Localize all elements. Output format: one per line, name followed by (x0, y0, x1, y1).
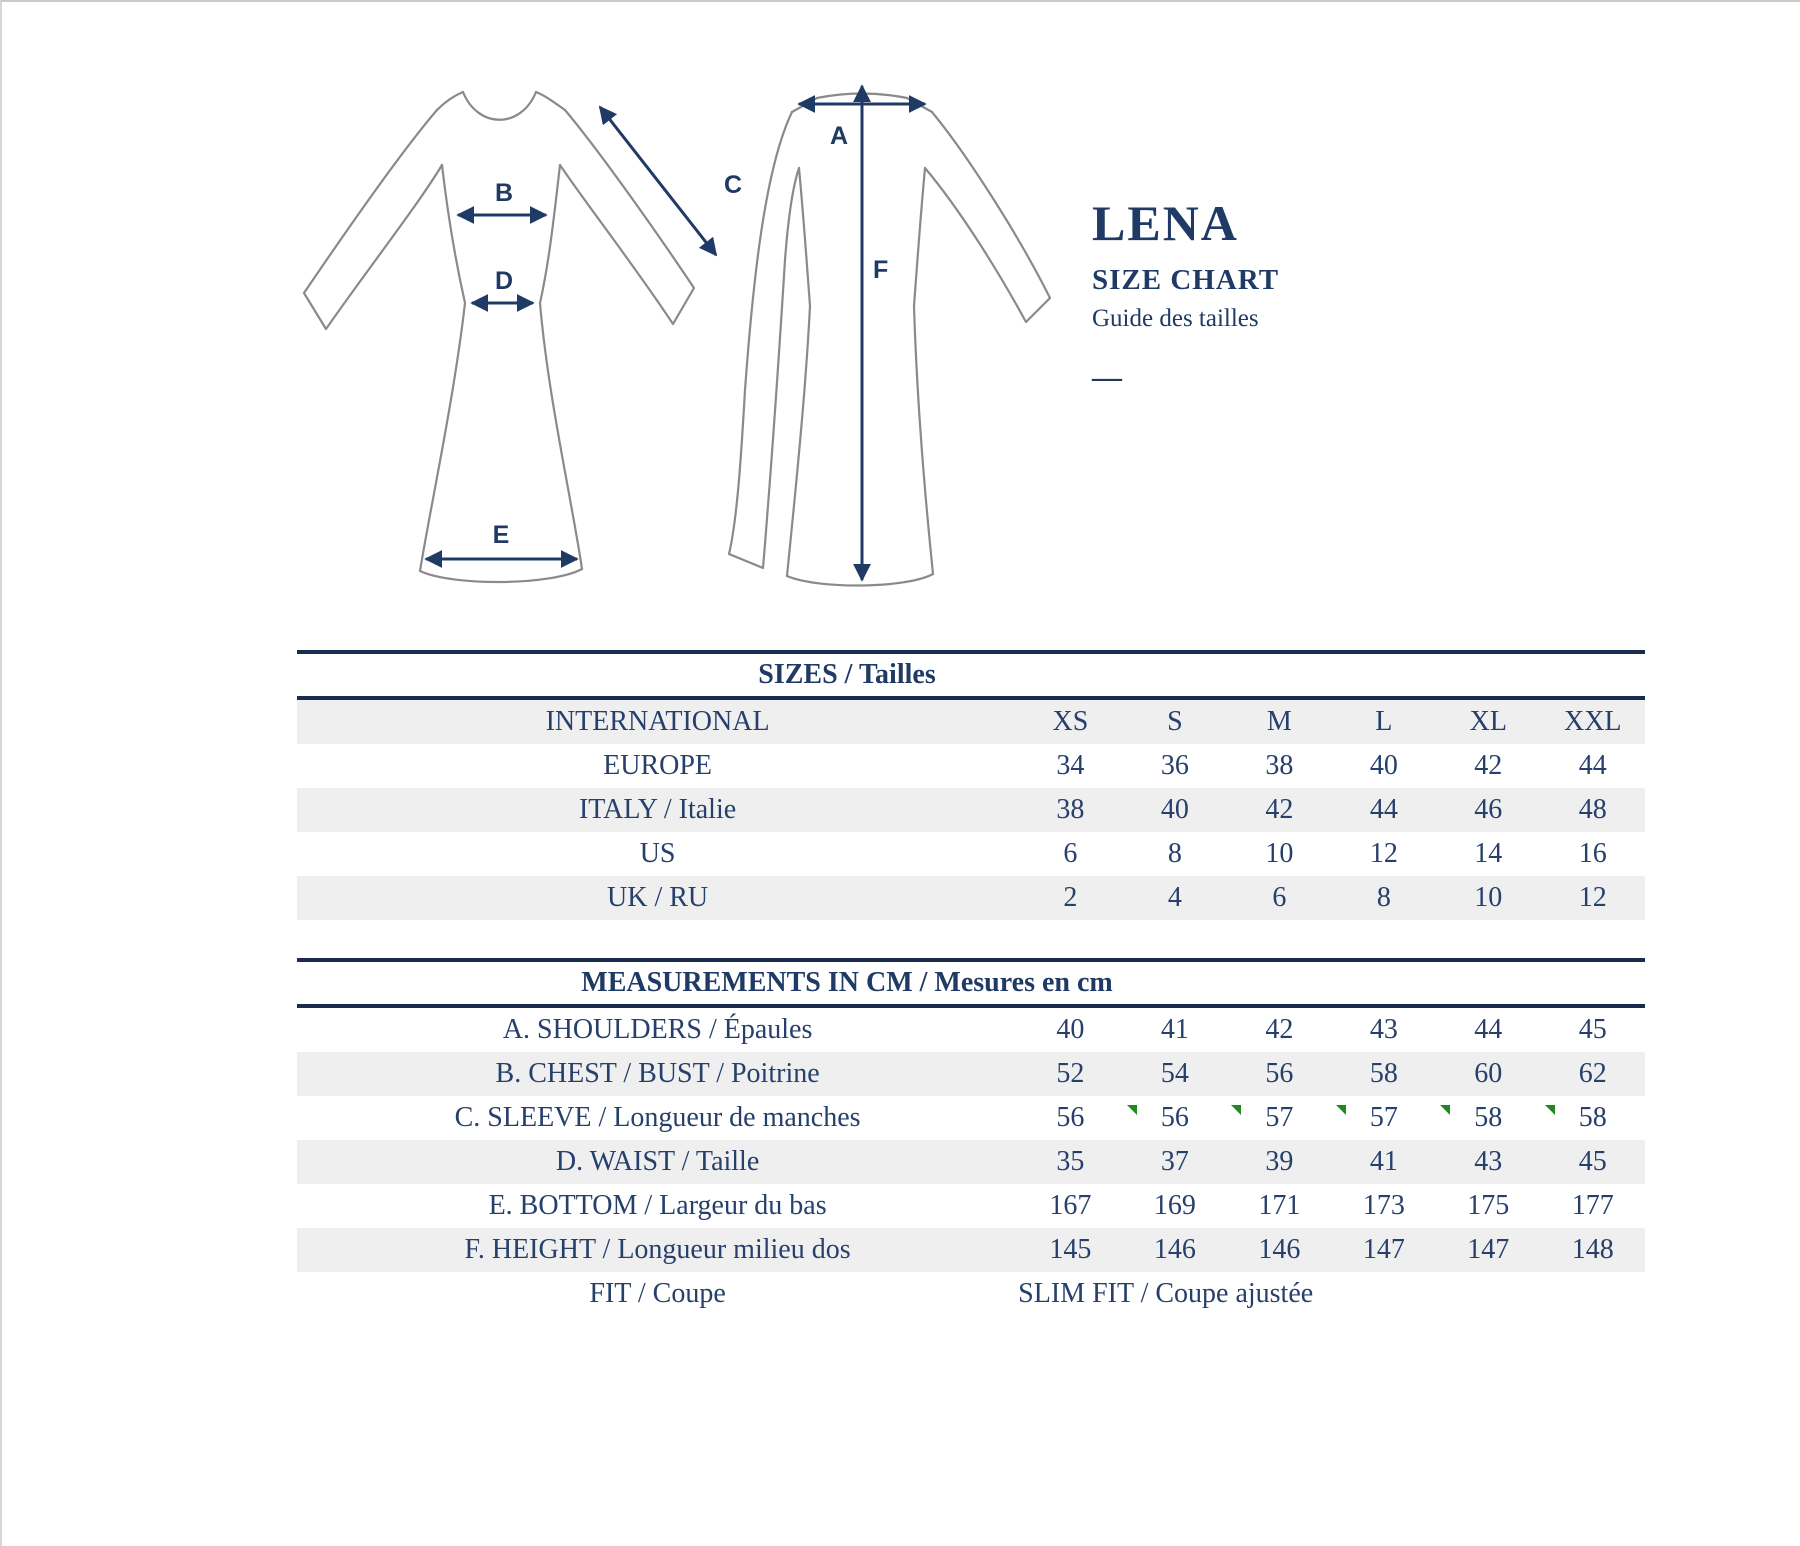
size-value: M (1266, 706, 1292, 737)
bottom-letter: E (492, 521, 510, 549)
measurements-table-title: MEASUREMENTS IN CM / Mesures en cm (581, 967, 1113, 998)
sleeve-note-marker-icon (1231, 1105, 1241, 1115)
size-value: 14 (1474, 838, 1503, 869)
size-value: 6 (1272, 882, 1287, 913)
waist-letter: D (494, 267, 514, 295)
measurement-label: F. HEIGHT / Longueur milieu dos (464, 1234, 851, 1265)
size-value: 46 (1474, 794, 1503, 825)
measurement-value: 167 (1049, 1190, 1092, 1221)
size-value: 44 (1369, 794, 1398, 825)
height-letter: F (873, 256, 889, 284)
measurement-value: 60 (1474, 1058, 1503, 1089)
size-value: 10 (1474, 882, 1503, 913)
size-chart-heading-fr: Guide des tailles (1092, 305, 1259, 332)
measurement-value: 52 (1056, 1058, 1085, 1089)
measurement-label: B. CHEST / BUST / Poitrine (495, 1058, 820, 1089)
size-value: 2 (1063, 882, 1078, 913)
size-system-label: INTERNATIONAL (545, 706, 770, 737)
size-value: 10 (1265, 838, 1294, 869)
size-value: 8 (1376, 882, 1391, 913)
measurement-value: 41 (1160, 1014, 1189, 1045)
measurement-value: 40 (1056, 1014, 1085, 1045)
size-value: 44 (1578, 750, 1607, 781)
sleeve-note-marker-icon (1545, 1105, 1555, 1115)
size-value: S (1167, 706, 1183, 737)
measurement-value-text: 58 (1578, 1102, 1607, 1133)
fit-row (297, 1272, 1645, 1316)
size-value: 34 (1056, 750, 1085, 781)
measurement-value: 39 (1265, 1146, 1294, 1177)
table-row (297, 1008, 1645, 1052)
measurement-value: 42 (1265, 1014, 1294, 1045)
size-value: XXL (1563, 706, 1622, 737)
size-value: 38 (1265, 750, 1294, 781)
shoulders-letter: A (830, 122, 849, 150)
size-system-label: ITALY / Italie (578, 794, 737, 825)
size-value: 8 (1167, 838, 1182, 869)
measurement-value: 37 (1160, 1146, 1189, 1177)
measurement-value: 58 (1369, 1058, 1398, 1089)
size-value: 6 (1063, 838, 1078, 869)
measurement-value: 173 (1362, 1190, 1405, 1221)
table-row (297, 876, 1645, 920)
measurement-label: C. SLEEVE / Longueur de manches (454, 1102, 861, 1133)
measurement-value: 147 (1467, 1234, 1510, 1265)
measurement-value: 145 (1049, 1234, 1092, 1265)
measurement-value-text: 57 (1265, 1102, 1294, 1133)
measurement-value: 43 (1474, 1146, 1503, 1177)
measurement-value-text: 56 (1160, 1102, 1189, 1133)
tables-section (297, 650, 1645, 1316)
measurement-value: 45 (1578, 1146, 1607, 1177)
measurement-value: 169 (1153, 1190, 1196, 1221)
size-value: L (1375, 706, 1393, 737)
measurement-value (1227, 1102, 1331, 1134)
table-row (297, 700, 1645, 744)
size-value: XL (1469, 706, 1507, 737)
measurement-value: 148 (1571, 1234, 1614, 1265)
size-system-label: US (639, 838, 676, 869)
sizes-table-header (297, 654, 1645, 696)
size-value: 42 (1265, 794, 1294, 825)
sleeve-note-marker-icon (1127, 1105, 1137, 1115)
measurement-value: 56 (1265, 1058, 1294, 1089)
table-row (297, 832, 1645, 876)
measurement-value: 35 (1056, 1146, 1085, 1177)
measurement-value: 146 (1258, 1234, 1301, 1265)
measurement-value: 56 (1056, 1102, 1085, 1133)
size-value: 40 (1160, 794, 1189, 825)
size-value: 42 (1474, 750, 1503, 781)
fit-label: FIT / Coupe (589, 1278, 726, 1309)
chest-letter: B (494, 179, 514, 207)
measurements-table-header (297, 962, 1645, 1004)
measurement-value: 146 (1153, 1234, 1196, 1265)
sleeve-letter: C (723, 171, 743, 199)
measurement-value: 43 (1369, 1014, 1398, 1045)
measurement-label: E. BOTTOM / Largeur du bas (488, 1190, 827, 1221)
measurement-value: 54 (1160, 1058, 1189, 1089)
decorative-dash: — (1092, 361, 1122, 394)
sizes-table-title: SIZES / Tailles (758, 659, 936, 690)
size-value: 40 (1369, 750, 1398, 781)
measurement-value: 62 (1578, 1058, 1607, 1089)
measurement-value: 44 (1474, 1014, 1503, 1045)
measurement-value-text: 58 (1474, 1102, 1503, 1133)
measurement-label: A. SHOULDERS / Épaules (502, 1014, 813, 1045)
back-dimension-arrows (799, 86, 925, 580)
sleeve-note-marker-icon (1336, 1105, 1346, 1115)
measurement-label: D. WAIST / Taille (555, 1146, 760, 1177)
measurement-value: 147 (1362, 1234, 1405, 1265)
back-dress-outline (729, 94, 1050, 586)
measurement-value: 177 (1571, 1190, 1614, 1221)
measurement-value (1541, 1102, 1645, 1134)
table-row (297, 1052, 1645, 1096)
title-block (1092, 195, 1280, 395)
product-name: LENA (1092, 195, 1239, 251)
front-dress-outline (304, 92, 694, 582)
size-value: 48 (1578, 794, 1607, 825)
size-chart-heading: SIZE CHART (1092, 264, 1280, 296)
table-row-sleeve (297, 1096, 1645, 1140)
measurement-value (1436, 1102, 1540, 1134)
size-value: 36 (1160, 750, 1189, 781)
size-value: 38 (1056, 794, 1085, 825)
measurement-value: 171 (1258, 1190, 1301, 1221)
measurement-value: 41 (1369, 1146, 1398, 1177)
fit-value: SLIM FIT / Coupe ajustée (1018, 1278, 1314, 1309)
table-row (297, 744, 1645, 788)
size-value: 16 (1578, 838, 1607, 869)
size-value: 12 (1369, 838, 1398, 869)
size-system-label: UK / RU (607, 882, 709, 913)
table-row (297, 788, 1645, 832)
measurement-value-text: 57 (1369, 1102, 1398, 1133)
table-row (297, 1228, 1645, 1272)
size-value: 12 (1578, 882, 1607, 913)
measurement-value (1332, 1102, 1436, 1134)
size-value: 4 (1167, 882, 1182, 913)
measurement-value: 175 (1467, 1190, 1510, 1221)
table-row (297, 1140, 1645, 1184)
measurement-value (1123, 1102, 1227, 1134)
measurement-value: 45 (1578, 1014, 1607, 1045)
size-value: XS (1052, 706, 1089, 737)
sleeve-note-marker-icon (1440, 1105, 1450, 1115)
size-system-label: EUROPE (603, 750, 713, 781)
table-row (297, 1184, 1645, 1228)
